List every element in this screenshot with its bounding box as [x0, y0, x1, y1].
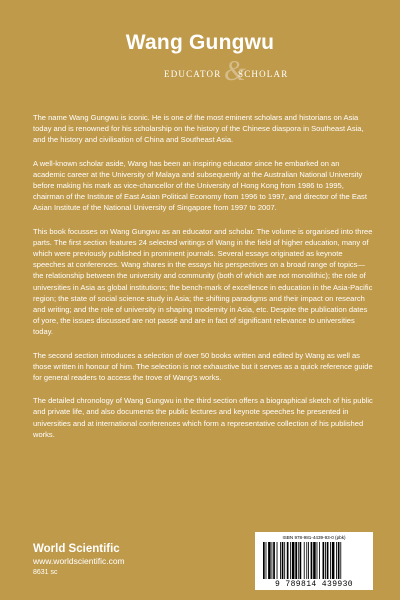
barcode-bar	[292, 542, 295, 579]
blurb-text	[33, 112, 373, 452]
barcode-bar	[268, 542, 271, 579]
blurb-paragraph-1: The name Wang Gungwu is iconic. He is one of the most eminent scholars and historians on Asia today and is renowned for his scholarship on the history of the Chinese diaspora in Southeast Asia, and the history and civilisation of China and Southeast Asia.	[33, 113, 364, 145]
barcode-bar	[287, 542, 289, 579]
barcode-bar	[298, 542, 299, 579]
barcode-bar	[319, 542, 320, 579]
blurb-paragraph-3: This book focusses on Wang Gungwu as an educator and scholar. The volume is organised into three parts. The first section features 24 selected writings of Wang in the field of higher education, many of which were previously published in prominent journals. Several essays originated as keynote speeches at conferences. Wang shares in the essays his perspectives on a broad range of topics—the relationship between the university and community (both of which are not monolithic); the role of universities in Asia as global institutions; the bench-mark of excellence in education in the Asia-Pacific region; the state of social science study in Asia; the shifting paradigms and their impact on research and writing; and the role of university in shaping modernity in Asia, etc. Despite the publication dates of yore, the issues discussed are not passé and are in fact of significant relevance to universities today.	[33, 226, 373, 337]
barcode-bar	[317, 542, 318, 579]
publisher-name: World Scientific	[33, 543, 120, 555]
barcode-bar	[266, 542, 267, 579]
barcode-number: 9 789814 439930	[274, 580, 353, 589]
blurb-paragraph-2: A well-known scholar aside, Wang has been an inspiring educator since he embarked on an academic career at the University of Malaya and subsequently at the Australian National University before making his mark as vice-chancellor of the University of Hong Kong from 1986 to 1995, chairman of the Institute of East Asian Political Economy from 1996 to 1997, and director of the East Asian Institute of the National University of Singapore from 1997 to 2007.	[33, 158, 367, 213]
blurb-paragraph-5: The detailed chronology of Wang Gungwu in the third section offers a biographical sketch of his public and private life, and also documents the public lectures and keynote speeches he presented in universities and at international conferences which form a representative collection of his published works.	[33, 396, 373, 439]
barcode-bar	[336, 542, 337, 579]
barcode-bar	[277, 542, 278, 579]
barcode-bar	[273, 542, 275, 579]
barcode-bar	[272, 542, 273, 579]
barcode-bar	[332, 542, 335, 579]
barcode-bar	[340, 542, 341, 579]
barcode-bar	[280, 542, 281, 579]
barcode-bar	[338, 542, 340, 579]
barcode-bar	[323, 542, 325, 579]
barcode-bar	[263, 542, 265, 579]
barcode-bars	[261, 542, 367, 580]
barcode-bar	[290, 542, 291, 579]
book-title: Wang Gungwu	[125, 31, 275, 54]
book-subtitle	[0, 56, 400, 87]
isbn-label: ISBN 978-981-4439-93-0 (pbk)	[282, 535, 346, 540]
publisher-url: www.worldscientific.com	[33, 556, 125, 566]
barcode-bar	[282, 542, 284, 579]
barcode-bar	[313, 542, 316, 579]
subtitle-educator: EDUCATOR	[164, 69, 222, 79]
blurb-paragraph-4: The second section introduces a selection of over 50 books written and edited by Wang as well as those written in honour of him. The selection is not exhaustive but it serves as a quick reference guide for general readers to access the trove of Wang’s works.	[33, 350, 373, 383]
barcode-bar	[295, 542, 297, 579]
barcode-bar	[330, 542, 331, 579]
barcode-bar	[325, 542, 326, 579]
isbn-barcode	[255, 532, 373, 590]
publisher-block	[33, 543, 125, 579]
barcode-bar	[304, 542, 305, 579]
publisher-code: 8631 sc	[33, 569, 58, 576]
barcode-bar	[306, 542, 307, 579]
barcode-bar	[300, 542, 302, 579]
subtitle-scholar: SCHOLAR	[238, 69, 289, 79]
barcode-bar	[327, 542, 329, 579]
barcode-bar	[284, 542, 285, 579]
ampersand-ornament: &	[224, 56, 246, 87]
barcode-bar	[311, 542, 313, 579]
barcode-bar	[308, 542, 309, 579]
